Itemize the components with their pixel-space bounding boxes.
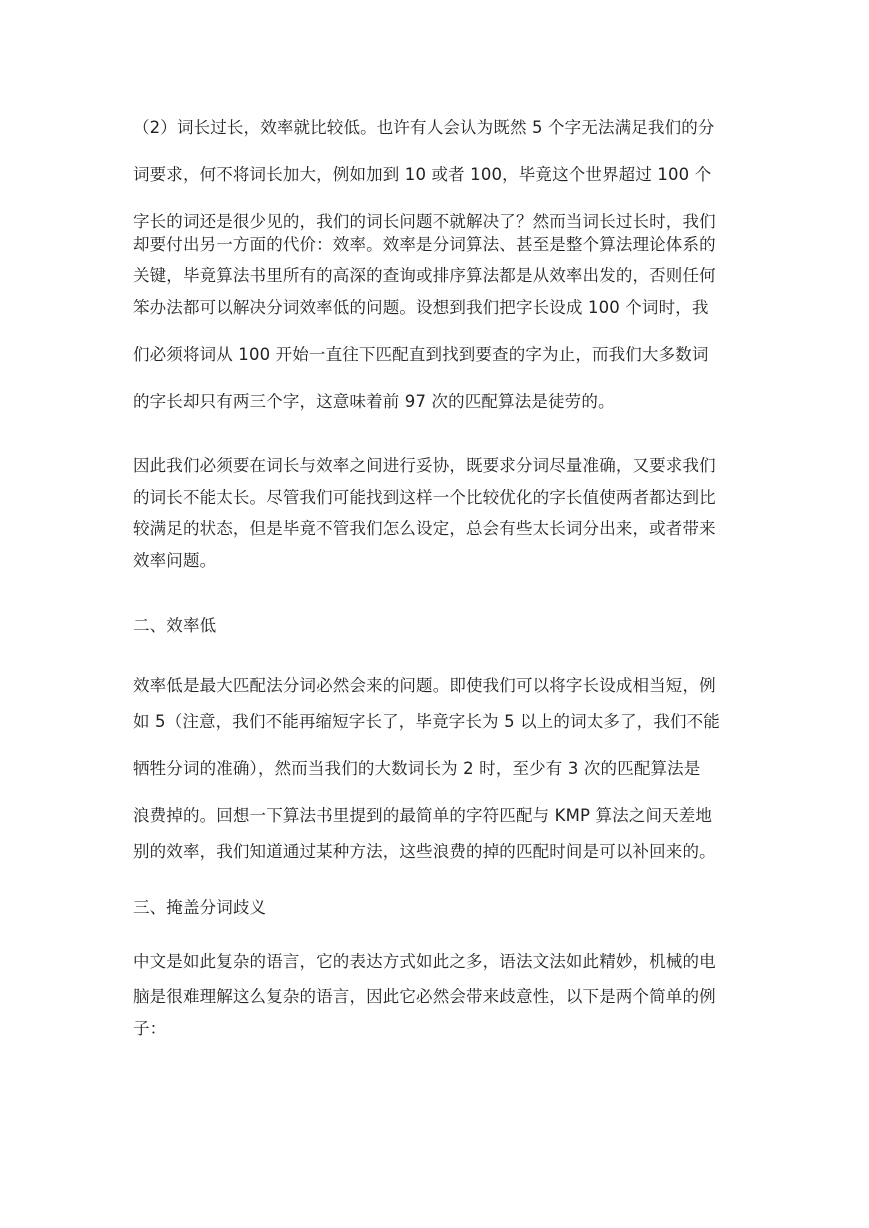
paragraph-4-line-2: 脑是很难理解这么复杂的语言，因此它必然会带来歧意性，以下是两个简单的例 — [133, 987, 716, 1006]
paragraph-1-line-4: 却要付出另一方面的代价：效率。效率是分词算法、甚至是整个算法理论体系的 — [133, 235, 716, 254]
paragraph-3-line-4: 浪费掉的。回想一下算法书里提到的最简单的字符匹配与 KMP 算法之间天差地 — [133, 806, 713, 825]
paragraph-3-line-5: 别的效率，我们知道通过某种方法，这些浪费的掉的匹配时间是可以补回来的。 — [133, 842, 716, 861]
paragraph-3-line-1: 效率低是最大匹配法分词必然会来的问题。即使我们可以将字长设成相当短，例 — [133, 676, 716, 695]
paragraph-1-line-1: （2）词长过长，效率就比较低。也许有人会认为既然 5 个字无法满足我们的分 — [133, 118, 715, 137]
paragraph-4-line-3: 子： — [133, 1019, 167, 1038]
section-heading-efficiency: 二、效率低 — [133, 616, 217, 635]
paragraph-2-line-3: 较满足的状态，但是毕竟不管我们怎么设定，总会有些太长词分出来，或者带来 — [133, 519, 716, 538]
paragraph-3-line-2: 如 5（注意，我们不能再缩短字长了，毕竟字长为 5 以上的词太多了，我们不能 — [133, 712, 720, 731]
section-heading-ambiguity: 三、掩盖分词歧义 — [133, 898, 267, 917]
paragraph-1-line-7: 们必须将词从 100 开始一直往下匹配直到找到要查的字为止，而我们大多数词 — [133, 345, 709, 364]
paragraph-4-line-1: 中文是如此复杂的语言，它的表达方式如此之多，语法文法如此精妙，机械的电 — [133, 952, 716, 971]
paragraph-3-line-3: 牺牲分词的准确），然而当我们的大数词长为 2 时，至少有 3 次的匹配算法是 — [133, 759, 701, 778]
paragraph-1-line-6: 笨办法都可以解决分词效率低的问题。设想到我们把字长设成 100 个词时，我 — [133, 298, 709, 317]
paragraph-1-line-3: 字长的词还是很少见的，我们的词长问题不就解决了？然而当词长过长时，我们 — [133, 212, 716, 231]
paragraph-1-line-2: 词要求，何不将词长加大，例如加到 10 或者 100，毕竟这个世界超过 100 个 — [133, 165, 712, 184]
paragraph-1-line-5: 关键，毕竟算法书里所有的高深的查询或排序算法都是从效率出发的，否则任何 — [133, 266, 716, 285]
paragraph-1-line-8: 的字长却只有两三个字，这意味着前 97 次的匹配算法是徒劳的。 — [133, 392, 615, 411]
paragraph-2-line-1: 因此我们必须要在词长与效率之间进行妥协，既要求分词尽量准确，又要求我们 — [133, 456, 716, 475]
paragraph-2-line-4: 效率问题。 — [133, 551, 217, 570]
paragraph-2-line-2: 的词长不能太长。尽管我们可能找到这样一个比较优化的字长值使两者都达到比 — [133, 488, 716, 507]
